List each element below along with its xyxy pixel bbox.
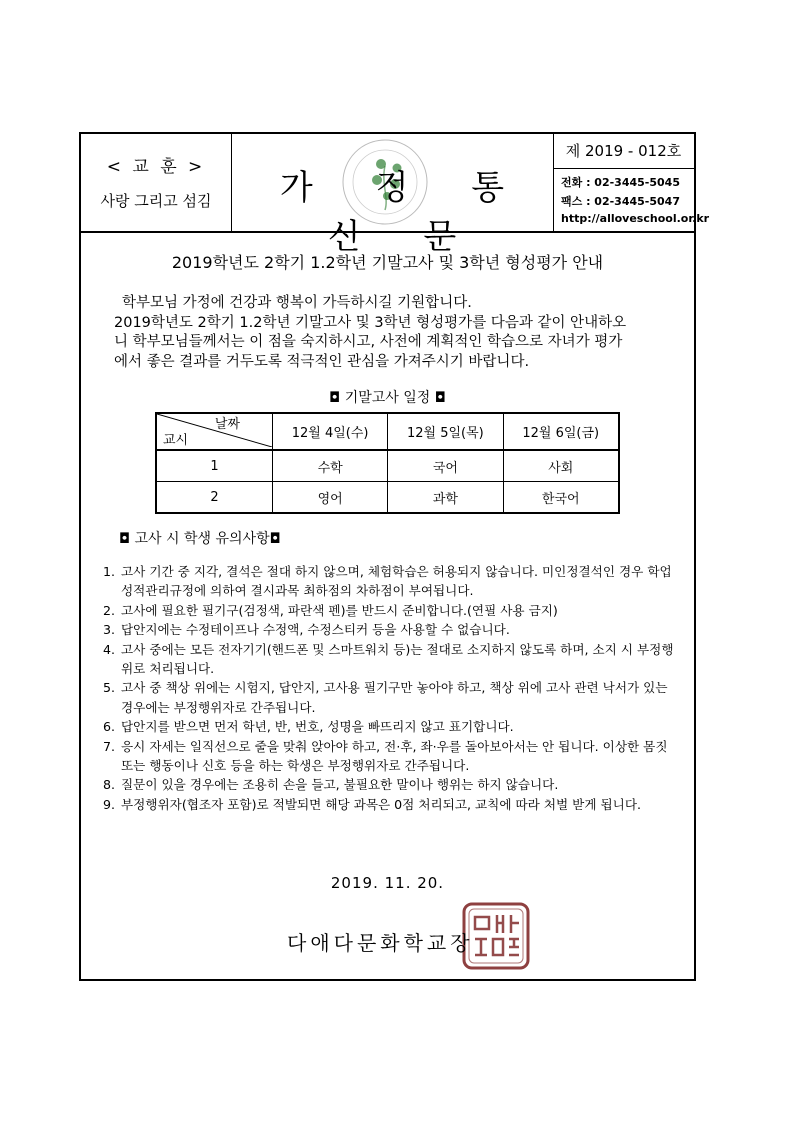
motto-title: < 교 훈 > — [106, 157, 206, 177]
rule-number: 8. — [103, 777, 116, 793]
list-item — [103, 601, 683, 620]
rule-number: 7. — [103, 738, 116, 754]
issue-date: 2019. 11. 20. — [330, 874, 445, 892]
rule-number: 3. — [103, 622, 116, 638]
table-row — [156, 482, 619, 514]
list-item — [103, 717, 683, 736]
period-cell: 2 — [156, 482, 273, 514]
fax-number: 팩스 : 02-3445-5047 — [561, 195, 680, 208]
schedule-label: ◘ 기말고사 일정 ◘ — [329, 390, 446, 406]
exam-schedule-table — [155, 412, 620, 514]
principal-name: 다애다문화학교장 — [287, 931, 474, 955]
phone-number: 전화 : 02-3445-5045 — [561, 176, 680, 189]
table-corner-cell — [156, 413, 273, 450]
subject-cell: 한국어 — [503, 482, 619, 514]
list-item — [103, 678, 683, 717]
corner-label-period: 교시 — [163, 433, 189, 448]
rule-text: 고사 기간 중 지각, 결석은 절대 하지 않으며, 체험학습은 허용되지 않습니다. 미인정결석인 경우 학업성적관리규정에 의하여 결시과목 최하점의 차하점이 부여됩니다. — [121, 564, 672, 599]
date-header: 12월 5일(목) — [388, 413, 503, 450]
subject-cell: 사회 — [503, 450, 619, 482]
period-cell: 1 — [156, 450, 273, 482]
intro-line-3: 에서 좋은 결과를 거두도록 적극적인 관심을 가져주시기 바랍니다. — [114, 353, 530, 370]
issue-info — [553, 134, 710, 231]
table-row — [156, 450, 619, 482]
list-item — [103, 795, 683, 814]
newsletter-title: 가 정 통 신 문 — [279, 168, 531, 257]
list-item — [103, 640, 683, 679]
intro-paragraph — [114, 294, 674, 372]
rule-number: 2. — [103, 602, 116, 618]
rule-number: 5. — [103, 680, 116, 696]
rule-text: 답안지에는 수정테이프나 수정액, 수정스티커 등을 사용할 수 없습니다. — [121, 622, 510, 638]
newsletter-frame — [79, 132, 710, 981]
rule-number: 4. — [103, 641, 116, 657]
intro-line-2: 니 학부모님들께서는 이 점을 숙지하시고, 사전에 계획적인 학습으로 자녀가 평가 — [114, 334, 623, 350]
rules-list — [103, 562, 683, 814]
rule-text: 응시 자세는 일직선으로 줄을 맞춰 앉아야 하고, 전·후, 좌·우를 돌아보아서는 안 됩니다. 이상한 몸짓 또는 행동이나 신호 등을 하는 학생은 부정행위자로 간주됩니다. — [121, 738, 668, 774]
rule-text: 답안지를 받으면 먼저 학년, 반, 번호, 성명을 빠뜨리지 않고 표기합니다. — [121, 719, 514, 735]
table-header-row — [156, 413, 619, 450]
rule-text: 고사 중 책상 위에는 시험지, 답안지, 고사용 필기구만 놓아야 하고, 책상 위에 고사 관련 낙서가 있는 경우에는 부정행위자로 간주됩니다. — [121, 680, 668, 715]
greeting-line: 학부모님 가정에 건강과 행복이 가득하시길 기원합니다. — [122, 295, 472, 311]
list-item — [103, 737, 683, 776]
corner-label-date: 날짜 — [214, 417, 240, 432]
list-item — [103, 775, 683, 794]
motto-text: 사랑 그리고 섬김 — [100, 192, 212, 210]
motto-box — [81, 134, 232, 231]
rule-text: 고사 중에는 모든 전자기기(핸드폰 및 스마트워치 등)는 절대로 소지하지 않도록 하며, 소지 시 부정행위로 처리됩니다. — [121, 641, 674, 677]
rule-text: 부정행위자(협조자 포함)로 적발되면 해당 과목은 0점 처리되고, 교칙에 따라 처벌 받게 됩니다. — [121, 796, 642, 812]
list-item — [103, 562, 683, 601]
date-header: 12월 4일(수) — [273, 413, 388, 450]
title-box — [231, 134, 554, 257]
newsletter-header — [81, 134, 710, 257]
date-header: 12월 6일(금) — [503, 413, 619, 450]
list-item — [103, 620, 683, 639]
rules-label: ◘ 고사 시 학생 유의사항◘ — [119, 531, 281, 547]
document-title: 2019학년도 2학기 1.2학년 기말고사 및 3학년 형성평가 안내 — [171, 253, 604, 272]
subject-cell: 영어 — [273, 482, 388, 514]
issue-number: 제 2019 - 012호 — [553, 134, 694, 169]
website-link[interactable]: http://alloveschool.or.kr — [561, 212, 710, 225]
rule-number: 1. — [103, 564, 116, 579]
rule-text: 고사에 필요한 필기구(검정색, 파란색 펜)를 반드시 준비합니다.(연필 사용 금지) — [121, 602, 558, 618]
subject-cell: 과학 — [388, 482, 503, 514]
rule-text: 질문이 있을 경우에는 조용히 손을 들고, 불필요한 말이나 행위는 하지 않습니다. — [121, 777, 559, 793]
rule-number: 9. — [103, 796, 116, 812]
subject-cell: 국어 — [388, 450, 503, 482]
rule-number: 6. — [103, 719, 116, 735]
intro-line-1: 2019학년도 2학기 1.2학년 기말고사 및 3학년 형성평가를 다음과 같이 안내하오 — [114, 314, 627, 331]
subject-cell: 수학 — [273, 450, 388, 482]
